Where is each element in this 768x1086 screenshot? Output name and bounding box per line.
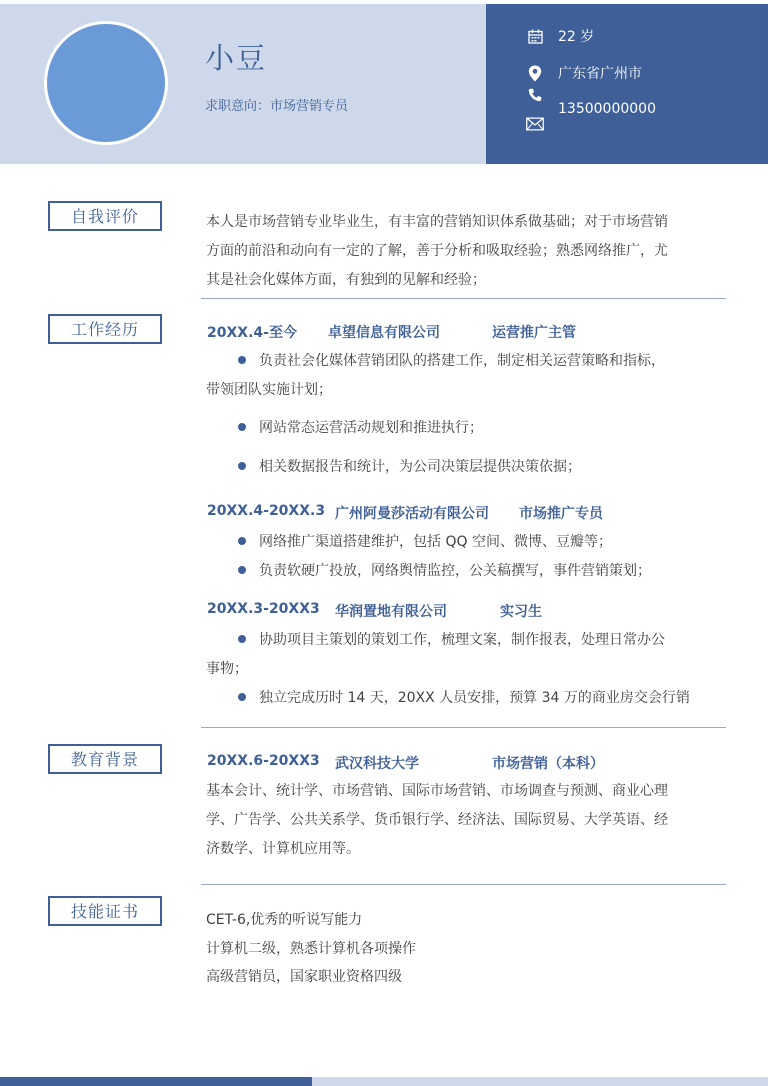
section-divider — [201, 727, 726, 728]
section-divider — [201, 884, 726, 885]
job-duty — [206, 414, 726, 443]
bullet-dot — [238, 635, 246, 643]
job-duty-text: 负责软硬广投放，网络舆情监控，公关稿撰写，事件营销策划； — [259, 563, 651, 579]
education-courses — [206, 777, 726, 864]
education-courses-line: 基本会计、统计学、市场营销、国际市场营销、市场调查与预测、商业心理 — [206, 783, 668, 799]
bullet-dot — [238, 462, 246, 470]
footer-bar-light — [312, 1077, 768, 1086]
bullet-dot — [238, 566, 246, 574]
section-title-work-experience: 工作经历 — [48, 314, 162, 344]
job-duty — [206, 347, 726, 405]
job-role: 市场推广专员 — [519, 506, 603, 522]
job-duty-continuation: 带领团队实施计划； — [206, 382, 332, 398]
age-text: 22 岁 — [558, 29, 595, 45]
bullet-dot — [238, 537, 246, 545]
skill-item: 计算机二级，熟悉计算机各项操作 — [206, 941, 416, 957]
skill-item: CET-6,优秀的听说写能力 — [206, 912, 363, 928]
job-period: 20XX.4-至今 — [207, 325, 297, 341]
calendar-icon — [526, 27, 544, 45]
self-evaluation-line: 其是社会化媒体方面，有独到的见解和经验； — [206, 272, 486, 288]
section-title-education: 教育背景 — [48, 744, 162, 774]
phone-icon — [526, 86, 544, 104]
info-phone — [558, 101, 656, 117]
footer-bar-dark — [0, 1077, 312, 1086]
job-company: 华润置地有限公司 — [335, 604, 447, 620]
info-age — [526, 26, 594, 46]
job-period: 20XX.4-20XX.3 — [207, 503, 326, 519]
education-period: 20XX.6-20XX3 — [207, 753, 320, 769]
job-duty-text: 网站常态运营活动规划和推进执行； — [259, 420, 483, 436]
job-duty — [206, 557, 726, 586]
job-company: 卓望信息有限公司 — [328, 325, 440, 341]
phone-icon-wrap — [526, 86, 558, 104]
job-duty — [206, 453, 726, 482]
job-duty — [206, 684, 726, 713]
bullet-dot — [238, 423, 246, 431]
candidate-name: 小豆 — [205, 41, 268, 75]
education-major: 市场营销（本科） — [492, 756, 604, 772]
job-duty-text: 相关数据报告和统计，为公司决策层提供决策依据； — [259, 459, 581, 475]
avatar — [44, 21, 168, 145]
job-duty — [206, 626, 726, 684]
section-divider — [201, 298, 726, 299]
mail-icon — [526, 115, 544, 133]
job-role: 运营推广主管 — [492, 325, 576, 341]
skill-item: 高级营销员，国家职业资格四级 — [206, 969, 402, 985]
education-courses-line: 济数学、计算机应用等。 — [206, 841, 360, 857]
education-courses-line: 学、广告学、公共关系学、货币银行学、经济法、国际贸易、大学英语、经 — [206, 812, 668, 828]
self-evaluation-text — [206, 208, 726, 295]
bullet-dot — [238, 356, 246, 364]
location-text: 广东省广州市 — [558, 66, 642, 82]
info-location — [526, 63, 642, 83]
job-duty-text: 负责社会化媒体营销团队的搭建工作，制定相关运营策略和指标， — [259, 353, 665, 369]
job-duty-text: 独立完成历时 14 天，20XX 人员安排，预算 34 万的商业房交会行销 — [259, 690, 690, 706]
job-duty — [206, 528, 726, 557]
job-duty-text: 协助项目主策划的策划工作，梳理文案，制作报表，处理日常办公 — [259, 632, 665, 648]
self-evaluation-line: 本人是市场营销专业毕业生，有丰富的营销知识体系做基础；对于市场营销 — [206, 214, 668, 230]
education-school: 武汉科技大学 — [335, 756, 419, 772]
location-pin-icon — [526, 64, 544, 82]
mail-icon-wrap — [526, 115, 558, 133]
job-role: 实习生 — [500, 604, 542, 620]
self-evaluation-line: 方面的前沿和动向有一定的了解，善于分析和吸取经验；熟悉网络推广，尤 — [206, 243, 668, 259]
job-period: 20XX.3-20XX3 — [207, 601, 320, 617]
job-objective: 求职意向：市场营销专员 — [205, 99, 349, 114]
job-duty-text: 网络推广渠道搭建维护，包括 QQ 空间、微博、豆瓣等； — [259, 534, 612, 550]
job-duty-continuation: 事物； — [206, 661, 248, 677]
phone-text: 13500000000 — [558, 101, 656, 117]
section-title-self-evaluation: 自我评价 — [48, 201, 162, 231]
bullet-dot — [238, 693, 246, 701]
job-company: 广州阿曼莎活动有限公司 — [335, 506, 489, 522]
section-title-skills: 技能证书 — [48, 896, 162, 926]
